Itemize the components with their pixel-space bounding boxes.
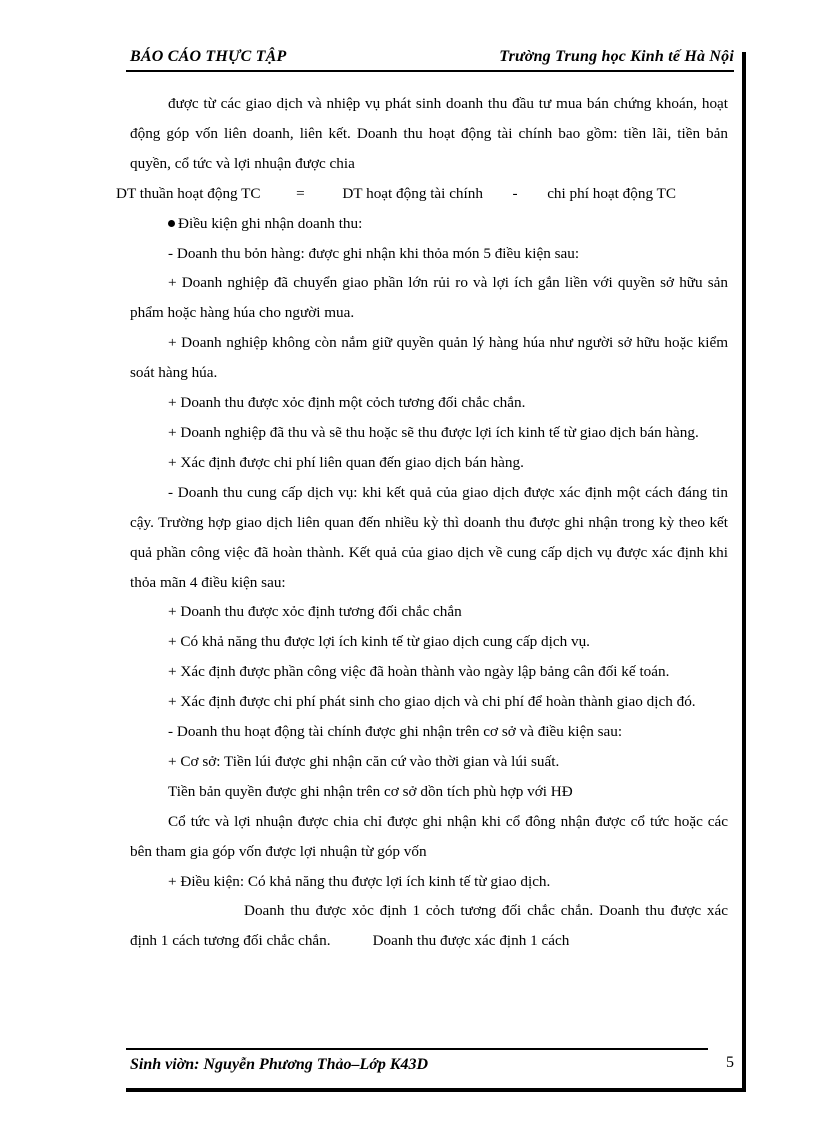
page-header <box>126 44 734 74</box>
report-title: BÁO CÁO THỰC TẬP <box>130 48 287 65</box>
service-condition-3: + Xác định được phần công việc đã hoàn thành vào ngày lập bảng cân đối kế toán. <box>168 663 670 681</box>
paragraph-financial-revenue-definition <box>130 89 728 179</box>
header-rule <box>126 70 734 72</box>
text-line: cách đáng tin cậy. Trường hợp giao dịch liên quan đến nhiều kỳ thì doanh thu được <box>130 483 728 531</box>
text-line: - Doanh thu cung cấp dịch vụ: khi kết quả của giao dịch được xác định một <box>168 483 641 501</box>
text-line: ghi nhận trong kỳ theo kết quả phần công việc đã hoàn thành. Kết quả của giao dịch <box>130 513 729 561</box>
service-condition-1: + Doanh thu được xỏc định tương đối chắc chắn <box>168 603 462 621</box>
text-line: + Xác định được chi phí phát sinh cho giao dịch và chi phí để hoàn thành giao <box>168 693 643 711</box>
financial-dividend <box>130 807 728 867</box>
text-line: gồm: tiền lãi, tiền bản quyền, cổ tức và lợi nhuận được chia <box>130 124 728 172</box>
page-number: 5 <box>726 1054 734 1071</box>
financial-royalty: Tiền bản quyền được ghi nhận trên cơ sở dồn tích phù hợp với HĐ <box>168 782 573 800</box>
student-info: Sinh viờn: Nguyễn Phương Thảo–Lớp K43D <box>130 1056 429 1073</box>
formula-lhs: DT thuần hoạt động TC <box>116 184 261 202</box>
sales-condition-4 <box>130 418 728 448</box>
sales-condition-2 <box>130 328 728 388</box>
formula-minus: - <box>512 184 518 202</box>
document-body <box>116 89 729 956</box>
sales-condition-3: + Doanh thu được xỏc định một cỏch tương đối chắc chắn. <box>168 394 526 412</box>
text-line: hoặc kiểm soát hàng húa. <box>130 334 729 382</box>
service-condition-4 <box>130 687 728 717</box>
conditions-title: Điều kiện ghi nhận doanh thu: <box>178 214 363 232</box>
text-line: dịch đó. <box>646 693 696 711</box>
bullet-icon <box>168 220 175 227</box>
text-line: Doanh thu được xác định 1 cách <box>372 932 570 950</box>
page-frame-right-border <box>742 52 746 1092</box>
sales-revenue-intro: - Doanh thu bỏn hàng: được ghi nhận khi thỏa món 5 điều kiện sau: <box>168 244 580 262</box>
financial-condition: + Điều kiện: Có khả năng thu được lợi ích kinh tế từ giao dịch. <box>168 872 551 890</box>
text-line: + Doanh nghiệp đã thu và sẽ thu hoặc sẽ thu được lợi ích kinh tế từ giao dịch <box>168 423 636 441</box>
revenue-formula <box>116 179 728 209</box>
financial-last-paragraph <box>130 896 728 956</box>
text-line: + Doanh nghiệp không còn nắm giữ quyền quản lý hàng húa như người sở hữu <box>168 334 660 352</box>
service-revenue-intro <box>130 478 728 598</box>
page-footer <box>126 1048 734 1088</box>
service-condition-2: + Có khả năng thu được lợi ích kinh tế từ giao dịch cung cấp dịch vụ. <box>168 633 590 651</box>
financial-basis: + Cơ sở: Tiền lúi được ghi nhận căn cứ vào thời gian và lúi suất. <box>168 752 560 770</box>
text-line: khoán, hoạt động góp vốn liên doanh, liên kết. Doanh thu hoạt động tài chính bao <box>130 95 729 142</box>
financial-revenue-intro: - Doanh thu hoạt động tài chính được ghi nhận trên cơ sở và điều kiện sau: <box>168 723 623 741</box>
text-line: được xác định 1 cách tương đối chắc chắn. <box>130 902 728 950</box>
text-line: + Doanh nghiệp đã chuyển giao phần lớn rủi ro và lợi ích gắn liền với quyền <box>168 274 655 292</box>
formula-term-2: chi phí hoạt động TC <box>547 184 676 202</box>
page-frame-bottom-border <box>126 1088 746 1092</box>
footer-rule <box>126 1048 708 1050</box>
text-line: Cổ tức và lợi nhuận được chia chỉ được ghi nhận khi cổ đông nhận được cổ <box>168 812 645 830</box>
text-line: sở hữu sản phẩm hoặc hàng húa cho người mua. <box>130 274 729 322</box>
sales-condition-5: + Xác định được chi phí liên quan đến giao dịch bán hàng. <box>168 453 524 471</box>
text-line: bán hàng. <box>639 423 699 441</box>
text-line: Doanh thu được xỏc định 1 cỏch tương đối chắc chắn. Doanh thu <box>244 902 665 920</box>
conditions-heading <box>130 209 728 239</box>
text-line: về cung cấp dịch vụ được xác định khi thỏa mãn 4 điều kiện sau: <box>130 543 728 591</box>
sales-condition-1 <box>130 268 728 328</box>
text-line: được từ các giao dịch và nhiệp vụ phát sinh doanh thu đầu tư mua bán chứng <box>168 95 652 112</box>
school-name: Trường Trung học Kinh tế Hà Nội <box>499 48 734 65</box>
formula-equals: = <box>296 184 305 202</box>
text-line: tức hoặc các bên tham gia góp vốn được lợi nhuận từ góp vốn <box>130 812 729 860</box>
formula-term-1: DT hoạt động tài chính <box>342 184 483 202</box>
